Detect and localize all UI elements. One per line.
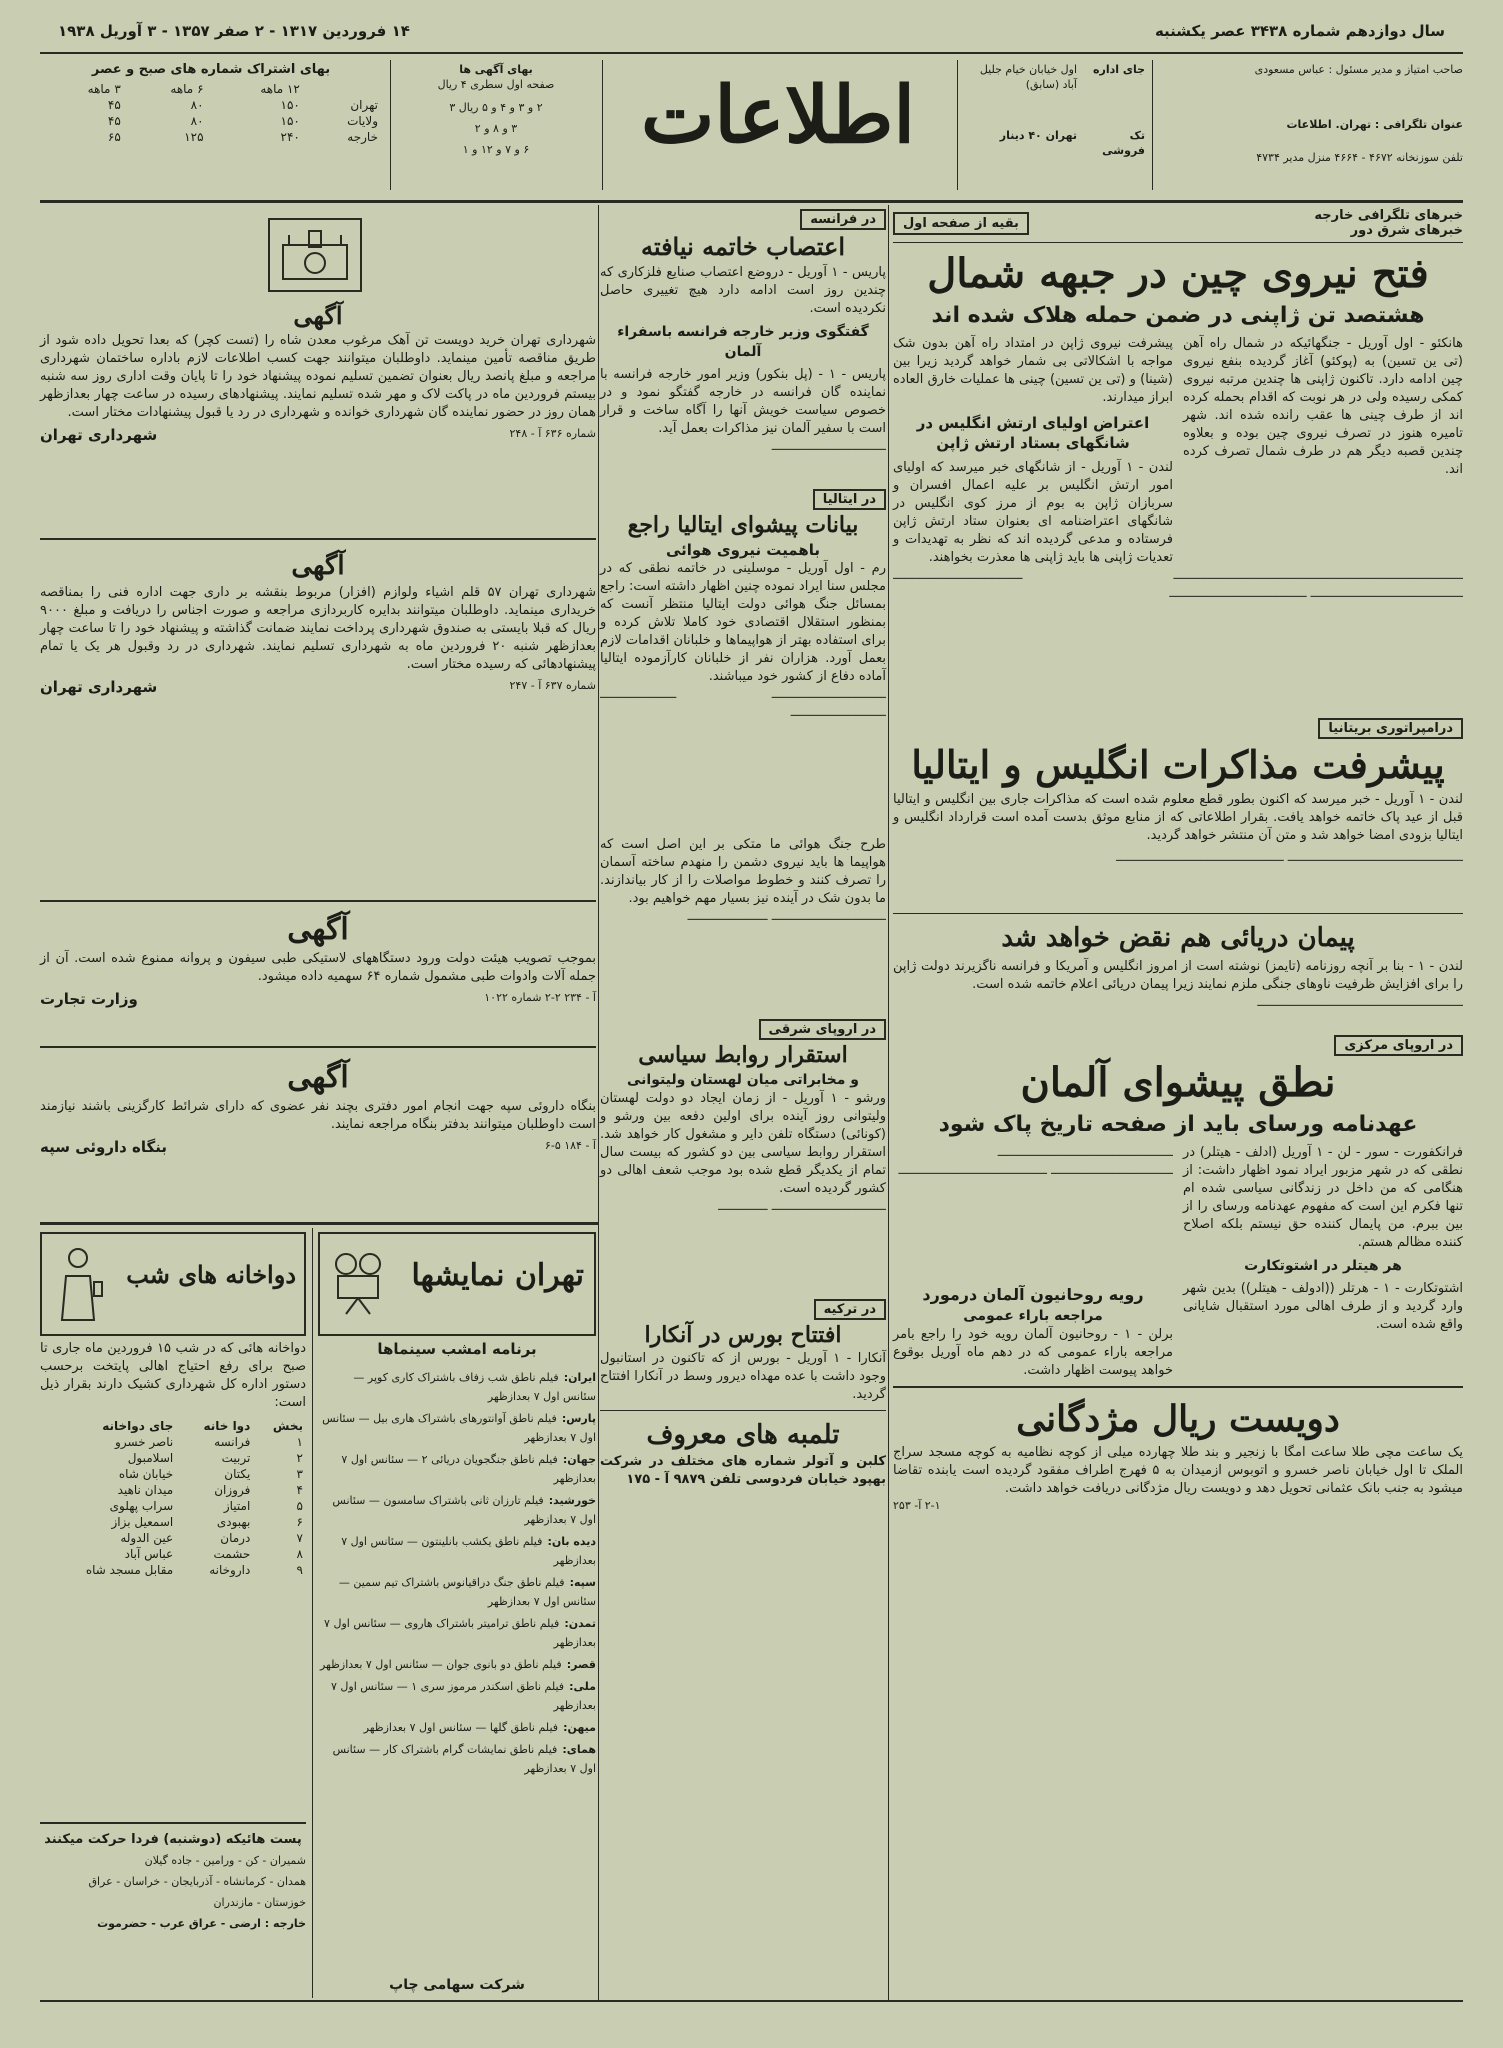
subhead-naval: پیمان دریائی هم نقض خواهد شد — [1001, 923, 1355, 953]
cinema-film: فیلم ناطق جنگ دراقیانوس باشتراک تیم سمین — سئانس اول ۷ بعدازظهر — [338, 1576, 596, 1608]
pharmacy-name: تربیت — [221, 1451, 251, 1465]
ads-price — [401, 62, 591, 157]
table-row — [40, 1514, 306, 1530]
cinema-film: فیلم ناطق اسکندر مرموز سری ۱ — سئانس اول ۷ بعدازظهر — [331, 1680, 596, 1712]
ad-title: آگهی — [287, 912, 349, 947]
cinema-name: خورشید: — [548, 1494, 596, 1507]
subhead-air-force: باهمیت نیروی هوائی — [665, 541, 821, 559]
pharmacy-col-header: جای دواخانه — [102, 1419, 174, 1433]
pharmacy-col-header: بخش — [272, 1419, 303, 1433]
headline-hitler-speech: نطق پیشوای آلمان — [1020, 1059, 1336, 1106]
bottom-rule — [40, 2000, 1463, 2002]
ad-code: آ - ۲۳۴ ۲-۲ شماره ۱۰۲۲ — [484, 991, 596, 1004]
article-strike: پاریس - ۱ آوریل - دروضع اعتصاب صنایع فلزکاری که چندین روز است ادامه دارد هیچ تغییری حاصل نکردیده است. — [600, 265, 886, 316]
cinema-film: فیلم ناطق نمایشات گرام باشتراک کار — سئانس اول ۷ بعدازظهر — [332, 1743, 596, 1775]
subs-title: بهای اشتراک شماره های صبح و عصر — [91, 62, 331, 77]
article-anglo-italian: لندن - ۱ آوریل - خبر میرسد که اکنون بطور قطع معلوم شده است که مذاکرات جاری بین انگلیس و ایتالیا قبل از عید پاک خاتمه خواهد یافت. بقرار اطلاعاتی که از منابع موثق بدست آمده است قرارداد انگلیس و ایتالیا بزودی امضا خواهد شد و متن آن منتشر خواهد گردید. — [893, 792, 1463, 843]
headline-clergy: رویه روحانیون آلمان درمورد — [922, 1285, 1144, 1304]
column-rule-left — [312, 1228, 313, 1998]
pharmacy-table — [40, 1418, 306, 1578]
headline-foreign-minister: گفتگوی وزیر خارجه فرانسه باسفراء آلمان — [617, 324, 869, 360]
pharmacist-icon — [50, 1246, 106, 1322]
ad-signature: وزارت تجارت — [40, 990, 138, 1008]
headline-ankara-bourse: افتتاح بورس در آنکارا — [644, 1322, 842, 1348]
subs-col: ۳ ماهه — [87, 82, 121, 96]
masthead-office — [965, 62, 1145, 158]
cinema-item — [318, 1366, 596, 1404]
pharmacy-name: درمان — [220, 1531, 251, 1545]
subhead-protest: اعتراض اولیای ارتش انگلیس در شانگهای بستاد ارتش ژاپن — [916, 414, 1150, 452]
rule — [893, 913, 1463, 914]
pharmacy-name: بهبودی — [216, 1515, 251, 1529]
subs-value: ۸۰ — [190, 98, 204, 112]
table-row — [40, 1562, 306, 1578]
cinema-name: قصر: — [566, 1658, 596, 1671]
kicker-foreign: خبرهای تلگرافی خارجه — [1314, 208, 1463, 223]
rule — [600, 1410, 886, 1411]
table-row — [40, 1466, 306, 1482]
issue-info: سال دوازدهم شماره ۳۴۳۸ عصر یکشنبه — [1154, 22, 1445, 40]
pharmacy-name: امتیاز — [223, 1499, 251, 1513]
table-row — [40, 1546, 306, 1562]
table-row — [40, 1482, 306, 1498]
pharmacy-district: ۷ — [296, 1531, 303, 1545]
masthead-divider-2 — [957, 60, 958, 190]
issue-date: ۱۴ فروردین ۱۳۱۷ - ۲ صفر ۱۳۵۷ - ۳ آوریل ۱۹۳۸ — [58, 22, 410, 40]
article-mussolini: رم - اول آوریل - موسلینی در خاتمه نطقی که در مجلس سنا ایراد نموده چنین اظهار داشته است: راجع بمسائل جنگ هوائی دولت ایتالیا منتظر آنست که بمنظور استقلال اقتصادی خود کاملا تلاش کرده و برای استفاده بهتر از هواپیماها و خلبانان اقدامات لازم بعمل آورد. هزاران نفر از خلبانان کارآزموده ایتالیا آماده دفاع از کشور خود میباشند. — [600, 561, 886, 684]
subs-value: ۱۲۵ — [184, 130, 204, 144]
ad-body: بنگاه داروئی سپه جهت انجام امور دفتری بچند نفر عضوی که دارای شرائط کارگزینی باشند نیازمند است داوطلبان میتوانند بدفتر بنگاه مراجعه نمایند. — [40, 1099, 596, 1132]
headline-reward: دویست ریال مژدگانی — [1016, 1398, 1340, 1440]
pharmacy-location: عباس آباد — [124, 1547, 174, 1561]
subs-col: ۶ ماهه — [170, 82, 204, 96]
subhead-plebiscite: مراجعه باراء عمومی — [963, 1308, 1103, 1324]
cinema-name: همای: — [562, 1743, 596, 1756]
ad-code: شماره ۶۳۶ آ - ۲۴۸ — [509, 427, 596, 440]
cinema-item — [318, 1716, 596, 1735]
subs-col: ۱۲ ماهه — [260, 82, 300, 96]
headline-mussolini: بیانات پیشوای ایتالیا راجع — [627, 512, 859, 538]
pharmacy-location: سراب پهلوی — [109, 1499, 174, 1513]
masthead-info — [1163, 62, 1463, 165]
ads-price-note: صفحه اول سطری ۴ ریال — [437, 78, 555, 91]
post-line: خارجه : ارضی - عراق عرب - حضرموت — [97, 1917, 306, 1930]
pharmacy-block — [40, 1232, 306, 1997]
article-hitler-body: فرانکفورت - سور - لن - ۱ آوریل (ادلف - هیتلر) در نطقی که در شهر مزبور ایراد نمود اظهار داشت: از هنگامی که من داخل در زندگانی سیاسی شده ام تنها فکرم این است که مفهوم عهدنامه ورسای را از بین ببرم. من پایمال کننده حق نیستم بلکه اصلاح کننده مظالم هستم. — [1183, 1145, 1463, 1250]
office-label: جای اداره — [1093, 63, 1145, 76]
section-france: در فرانسه — [800, 209, 886, 230]
cinema-name: سپه: — [569, 1576, 596, 1589]
pharmacy-district: ۱ — [296, 1435, 303, 1449]
masthead-rule — [40, 200, 1463, 203]
news-column — [893, 208, 1463, 1998]
ads-price-line: ۲ و ۳ و ۴ و ۵ ریال ۳ — [449, 101, 543, 114]
ad-body: شهرداری تهران خرید دویست تن آهک مرغوب معدن شاه را (تست کچر) که بعدا تحویل داده شود از طریق مناقصه تأمین مینماید. داوطلبان میتوانند جهت کسب اطلاعات لازم باداره ساختمان شهرداری مراجعه و مبلغ پانصد ریال بعنوان تضمین تسلیم نموده پیشنهاد خود را تا پایان وقت اداری روز سه شنبه بیستم فروردین ماه در پاکت لاک و مهر شده تسلیم نمایند. پیشنهادهای رسیده در ساعت چهار بعدازظهر همان روز در حضور نماینده گان شهرداری خوانده و شهرداری در رد یا قبول پیشنهادات مختار است. — [40, 333, 596, 420]
section-britain: درامپراتوری بریتانیا — [1318, 718, 1463, 739]
subs-value: ۴۵ — [107, 114, 121, 128]
body-filler: ــــــــــــــــــــــــــــــــــــــــــــــ ــــــــــــــــــــــــــــــــــــــــــــ — [1116, 850, 1463, 865]
body-filler: ــــــــــــــــــــــــــــــــــــــــــــــ ــــــــــــــــــــــــــــــــ ـــــــــــــــــــــــــــــــــــــــ — [898, 1145, 1173, 1178]
middle-column — [600, 208, 886, 1998]
pharmacy-location: مقابل مسجد شاه — [85, 1563, 174, 1577]
article-clergy: برلن - ۱ - روحانیون آلمان رویه خود را راجع بامر مراجعه باراء عمومی که در دهم ماه آوریل بوقوع خواهد پیوست اظهار داشت. — [893, 1327, 1173, 1378]
pharmacy-col-header: دوا خانه — [203, 1419, 251, 1433]
pharmacy-district: ۲ — [296, 1451, 303, 1465]
article-china-body: هانکئو - اول آوریل - جنگهائیکه در شمال راه آهن (تی ین تسین) به (پوکئو) آغاز گردیده بنفع نیروی چین ادامه دارد. تاکنون ژاپنی ها چندین مرتبه نیروی کمکی رسیده ولی در هر نوبت که اقدام بحمله کرده اند از طرف چینی ها عقب رانده شده اند. شهر تامیره هنوز در تصرف نیروی چین بوده و بعلاوه چندین قصبه دیگر هم در طرف شمال تصرف کرده اند. — [1183, 336, 1463, 477]
cinema-name: ملی: — [569, 1680, 596, 1693]
municipality-emblem-icon — [275, 225, 355, 285]
ad-commerce — [40, 910, 596, 1008]
masthead — [40, 56, 1463, 196]
pharmacy-name: فرانسه — [214, 1435, 251, 1449]
kicker-stuttgart: هر هیتلر در اشتوتکارت — [1244, 1258, 1402, 1274]
cinema-film: فیلم ناطق شب زفاف باشتراک کاری کوپر — سئانس اول ۷ بعدازظهر — [353, 1371, 596, 1403]
masthead-phones: تلفن سوزنخانه ۴۶۷۲ - ۴۶۶۴ منزل مدیر ۴۷۳۴ — [1256, 151, 1463, 164]
municipality-emblem-icon — [268, 218, 362, 292]
headline-strike: اعتصاب خاتمه نیافته — [640, 232, 846, 261]
subs-value: ۱۵۰ — [280, 114, 300, 128]
ad-code: آ - ۱۸۴ ۵-۶ — [544, 1139, 596, 1152]
cinema-title: تهران نمایشها — [411, 1258, 584, 1293]
ad-pumps: کلبن و آتولر شماره های مختلف در شرکت بهپود خیابان فردوسی تلفن ۹۸۷۹ آ - ۱۷۵ — [600, 1454, 886, 1487]
subhead-versailles: عهدنامه ورسای باید از صفحه تاریخ پاک شود — [938, 1112, 1418, 1137]
ads-price-line: ۳ و ۸ و ۲ — [474, 122, 518, 135]
ad-municipality-2 — [40, 548, 596, 696]
subs-value: ۸۰ — [190, 114, 204, 128]
body-filler: ــــــــــــــــــــــــــــــ — [771, 439, 886, 454]
cinema-name: تمدن: — [564, 1617, 596, 1630]
cinema-program-title: برنامه امشب سینماها — [377, 1340, 537, 1358]
ad-municipality-1 — [40, 300, 596, 444]
pharmacist-icon — [48, 1244, 108, 1324]
subhead-china: هشتصد تن ژاپنی در ضمن حمله هلاک شده اند — [931, 303, 1425, 328]
top-line — [58, 22, 1445, 46]
subs-value: ۶۵ — [107, 130, 121, 144]
kicker-far-east: خبرهای شرق دور — [1350, 223, 1463, 238]
ad-title: آگهی — [291, 551, 345, 581]
body-filler: ــــــــــــــــــــــــــــــ ــــــــــــــــــــ ـــــــــــــــــــــــــ — [600, 687, 886, 720]
post-line: شمیران - کن - ورامین - جاده گیلان — [144, 1854, 306, 1867]
pharmacy-name: یکتان — [224, 1467, 251, 1481]
cinema-film: فیلم ناطق دو بانوی جوان — سئانس اول ۷ بعدازظهر — [319, 1658, 562, 1671]
section-rule — [40, 1222, 598, 1225]
ad-title: آگهی — [287, 1060, 349, 1095]
pharmacy-header — [40, 1232, 306, 1336]
masthead-divider — [1152, 60, 1153, 190]
newspaper-title: اطلاعات — [640, 70, 916, 161]
masthead-owner: صاحب امتیاز و مدیر مسئول : عباس مسعودی — [1254, 63, 1463, 76]
continued-from-front: بقیه از صفحه اول — [893, 212, 1029, 235]
pharmacy-title: دواخانه های شب — [126, 1260, 296, 1289]
masthead-divider-3 — [602, 60, 603, 190]
masthead-telegraph: عنوان تلگرافی : تهران. اطلاعات — [1286, 118, 1463, 131]
pharmacy-location: اسمعیل بزاز — [111, 1515, 174, 1529]
pharmacy-district: ۶ — [296, 1515, 303, 1529]
cinema-header — [318, 1232, 596, 1336]
ad-title: آگهی — [293, 301, 343, 330]
column-rule-1 — [598, 205, 599, 2000]
pharmacy-name: حشمت — [213, 1547, 251, 1561]
film-camera-icon — [328, 1248, 388, 1318]
ad-body: شهرداری تهران ۵۷ قلم اشیاء ولوازم (افزار) مربوط بنقشه بر داری جهت اداره فنی را بمناقصه خریداری مینماید. داوطلبان میتوانند بدایره کاربردازی مراجعه و صورت اجناس را دریافت و مبلغ ۹۰۰۰ ریال که قبلا بایستی به صندوق شهرداری پرداخت نمایند ضمانت گذاشته و پیشنهاد خود را تا ساعت چهار بعدازظهر شنبه ۲۰ فروردین ماه به شهرداری تسلیم نمایند. شهرداری در رد وقبول هر یک یا تمام پیشنهادهائی که رسیده مختار است. — [40, 585, 597, 672]
cinema-item — [318, 1612, 596, 1650]
office-value: اول خیابان خیام جلیل آباد (سابق) — [979, 63, 1077, 91]
pharmacy-name: فروزان — [214, 1483, 251, 1497]
ad-lost-watch: یک ساعت مچی طلا ساعت امگا با زنجیر و بند طلا چهارده میلی از کوچه نظامیه به کوچه مسجد سراج الملک تا اول خیابان ناصر خسرو و اتوبوس ازمیدان به ۵ فهرج اطراف مفقود گردیده است یابنده تقاضا میشود به جنب بانک عثمانی تحویل دهد و دویست ریال مژدگانی دریافت خواهد داشت. — [893, 1445, 1463, 1496]
masthead-divider-4 — [390, 60, 391, 190]
cinema-name: ایران: — [563, 1371, 596, 1384]
ad-body: بموجب تصویب هیئت دولت ورود دستگاههای لاستیکی طبی سیفون و پروانه ممنوع شده است. آن از جمله آلات وادوات طبی مشمول شماره ۶۴ سهمیه داده میشود. — [40, 951, 596, 984]
cinema-item — [318, 1489, 596, 1527]
cinema-item — [318, 1448, 596, 1486]
cinema-name: پارس: — [561, 1412, 596, 1425]
column-rule-2 — [888, 205, 889, 2000]
cinema-name: دیده بان: — [547, 1535, 596, 1548]
pharmacy-location: عین الدوله — [120, 1531, 174, 1545]
pharmacy-intro: دواخانه هائی که در شب ۱۵ فروردین ماه جاری تا صبح برای رفع احتیاج اهالی پایتخت برحسب دستور اداره کل شهرداری کشیک دارند بقرار ذیل است: — [40, 1341, 306, 1410]
cinema-item — [318, 1407, 596, 1445]
body-filler: ــــــــــــــــــــــــــــــ ـــــــــــــ — [718, 1199, 886, 1214]
cinema-film: فیلم ناطق گلها — سئانس اول ۷ بعدازظهر — [363, 1721, 559, 1734]
rule — [40, 900, 596, 902]
cinema-name: جهان: — [562, 1453, 596, 1466]
single-label: تک فروشی — [1102, 129, 1145, 157]
top-rule — [40, 52, 1463, 54]
film-camera-icon — [330, 1250, 386, 1316]
ad-code: ۲-۱ آ- ۲۵۳ — [893, 1499, 941, 1512]
cinema-item — [318, 1530, 596, 1568]
ads-price-title: بهای آگهی ها — [459, 63, 533, 76]
subscriptions — [41, 62, 381, 145]
ad-signature: شهرداری تهران — [40, 426, 158, 444]
subs-table — [41, 81, 381, 145]
pharmacy-district: ۵ — [296, 1499, 303, 1513]
ad-signature: شهرداری تهران — [40, 678, 158, 696]
rule — [40, 538, 596, 540]
pharmacy-name: داروخانه — [209, 1563, 251, 1577]
cinema-film: فیلم ناطق یکشب بانلینتون — سئانس اول ۷ بعدازظهر — [341, 1535, 596, 1567]
section-eastern-europe: در اروپای شرقی — [759, 1019, 886, 1040]
cinema-item — [318, 1675, 596, 1713]
subhead-poland-lithuania: و مخابراتی میان لهستان ولیتوانی — [626, 1072, 860, 1088]
rule — [40, 1822, 306, 1824]
body-filler: ــــــــــــــــــــــــــــــــــــــــــــــــــــــ — [1257, 995, 1463, 1010]
section-turkey: در ترکیه — [814, 1299, 886, 1320]
cinema-item — [318, 1653, 596, 1672]
pharmacy-location: اسلامبول — [127, 1451, 174, 1465]
headline-pumps: تلمبه های معروف — [646, 1420, 840, 1450]
rule — [893, 1386, 1463, 1388]
table-row — [40, 1530, 306, 1546]
ads-column — [40, 208, 596, 1218]
cinema-block — [318, 1232, 596, 1997]
single-value: تهران ۴۰ دینار — [999, 129, 1077, 142]
subs-place: خارجه — [347, 130, 378, 144]
rule — [40, 1046, 596, 1048]
subs-value: ۱۵۰ — [280, 98, 300, 112]
ad-pharmacy-sepah — [40, 1058, 596, 1156]
table-row — [40, 1498, 306, 1514]
article-poland-lithuania: ورشو - ۱ آوریل - از زمان ایجاد دو دولت لهستان ولیتوانی روز آینده برای اولین دفعه بین ورشو و (کونائی) دستگاه تلفن دایر و مشغول کار خواهد شد. استقرار روابط سیاسی بین دو کشور که بیست سال تمام از یکدیگر قطع شده بود موجب شعف اهالی دو کشور گردیده است. — [600, 1091, 886, 1196]
headline-anglo-italian: پیشرفت مذاکرات انگلیس و ایتالیا — [911, 742, 1445, 787]
section-central-europe: در اروپای مرکزی — [1334, 1035, 1463, 1056]
article-protest-body: لندن - ۱ آوریل - از شانگهای خبر میرسد که اولیای امور ارتش انگلیس بر علیه اعمال افسران و سربازان ژاپن به بوم از مرز کوی انگلیس در شانگهای اعتراضنامه ای بعنوان ستاد ارتش ژاپن فرستاده و مدعی گردیده اند که نظر به تهدیدات و تعدیات ژاپنی ها باید ژاپنی ها معذرت بخواهند. — [893, 460, 1173, 565]
post-line: خوزستان - مازندران — [213, 1896, 306, 1909]
pharmacy-location: خیابان شاه — [118, 1467, 174, 1481]
post-title: پست هائیکه (دوشنبه) فردا حرکت میکنند — [44, 1832, 302, 1847]
ad-code: شماره ۶۳۷ آ - ۲۴۷ — [509, 679, 596, 692]
rule — [893, 242, 1463, 243]
headline-poland-lithuania: استقرار روابط سیاسی — [638, 1042, 848, 1068]
table-row — [40, 1434, 306, 1450]
article-china-body-2: پیشرفت نیروی ژاپن در امتداد راه آهن بدون شک مواجه با اشکالاتی بی شمار خواهد گردید زیرا بین (شینا) و (تی ین تسین) چینی ها عملیات خارق العاده ابراز میدارند. — [893, 336, 1173, 405]
pharmacy-district: ۹ — [296, 1563, 303, 1577]
cinema-list — [318, 1366, 596, 1779]
article-ankara-bourse: آنکارا - ۱ آوریل - بورس از که تاکنون در استانبول وجود داشت با عده مهداه دیرور وسط در آنکارا افتتاح گردید. — [600, 1351, 886, 1402]
pharmacy-district: ۸ — [296, 1547, 303, 1561]
ad-signature: بنگاه داروئی سپه — [40, 1138, 167, 1156]
cinema-name: میهن: — [563, 1721, 596, 1734]
cinema-film: فیلم ناطق ترامیتر باشتراک هاروی — سئانس اول ۷ بعدازظهر — [324, 1617, 596, 1649]
article-stuttgart: اشتوتکارت - ۱ - هرتلر ((ادولف - هیتلر)) بدین شهر وارد گردید و از طرف اهالی مورد استقبال شایانی واقع شده است. — [1183, 1281, 1464, 1332]
cinema-film: فیلم تارزان ثانی باشتراک سامسون — سئانس اول ۷ بعدازظهر — [332, 1494, 596, 1526]
table-row — [40, 1450, 306, 1466]
subs-value: ۴۵ — [107, 98, 121, 112]
subs-place: ولایات — [347, 114, 378, 128]
cinema-film: فیلم ناطق جنگجویان دریائی ۲ — سئانس اول ۷ بعدازظهر — [341, 1453, 596, 1485]
pharmacy-location: میدان ناهید — [117, 1483, 174, 1497]
body-filler: ــــــــــــــــــــــــــــــ ـــــــــــــــــــــ — [687, 909, 886, 924]
post-line: همدان - کرمانشاه - آذربایجان - خراسان - عراق — [88, 1875, 306, 1888]
pharmacy-district: ۳ — [296, 1467, 303, 1481]
ads-price-line: ۶ و ۷ و ۱۲ و ۱ — [462, 143, 530, 156]
cinema-film: فیلم ناطق آوانتورهای باشتراک هاری بیل — سئانس اول ۷ بعدازظهر — [322, 1412, 596, 1444]
section-italy: در ایتالیا — [813, 489, 886, 510]
printer-credit: شرکت سهامی چاپ — [389, 1977, 525, 1993]
pharmacy-district: ۴ — [296, 1483, 303, 1497]
article-naval: لندن - ۱ - بنا بر آنچه روزنامه (تایمز) نوشته است از امروز انگلیس و آمریکا و فرانسه ناگزیرند دولت ژاپن را برای افزایش ظرفیت ناوهای جنگی ملزم نمایند زیرا پیمان دریائی اعلام خاتمه شده است. — [893, 959, 1463, 992]
subs-value: ۲۴۰ — [280, 130, 300, 144]
cinema-item — [318, 1571, 596, 1609]
cinema-item — [318, 1738, 596, 1776]
body-filler: ــــــــــــــــــــــــــــــــــــــــــــــــــــــــــــــــــــــــــــ ــــــــــــــــــــــــــــــــــ ــــــــــــــــــــــــــــــــــــــــ ــــــــــــــــــــــــــــــــــــ — [893, 568, 1463, 601]
subs-place: تهران — [350, 98, 378, 112]
article-foreign-minister: پاریس - ۱ - (پل بنکور) وزیر امور خارجه فرانسه با نماینده گان فرانسه در خارجه گفتگو نمود و در خصوص سیاست خویش آنها را آگاه ساخت و قرار است با سفیر آلمان نیز مذاکرات بعمل آید. — [600, 367, 886, 436]
pharmacy-location: ناصر خسرو — [115, 1435, 174, 1449]
article-mussolini-2: طرح جنگ هوائی ما متکی بر این اصل است که هواپیما ها باید نیروی دشمن را منهدم ساخته آسمان را تصرف کنند و خطوط مواصلات را از کار بیاندازند. ما بدون شک در آینده نیز بسیار مهم خواهیم بود. — [600, 837, 886, 906]
post-schedule — [40, 1832, 306, 1931]
headline-china: فتح نیروی چین در جبهه شمال — [927, 250, 1429, 297]
